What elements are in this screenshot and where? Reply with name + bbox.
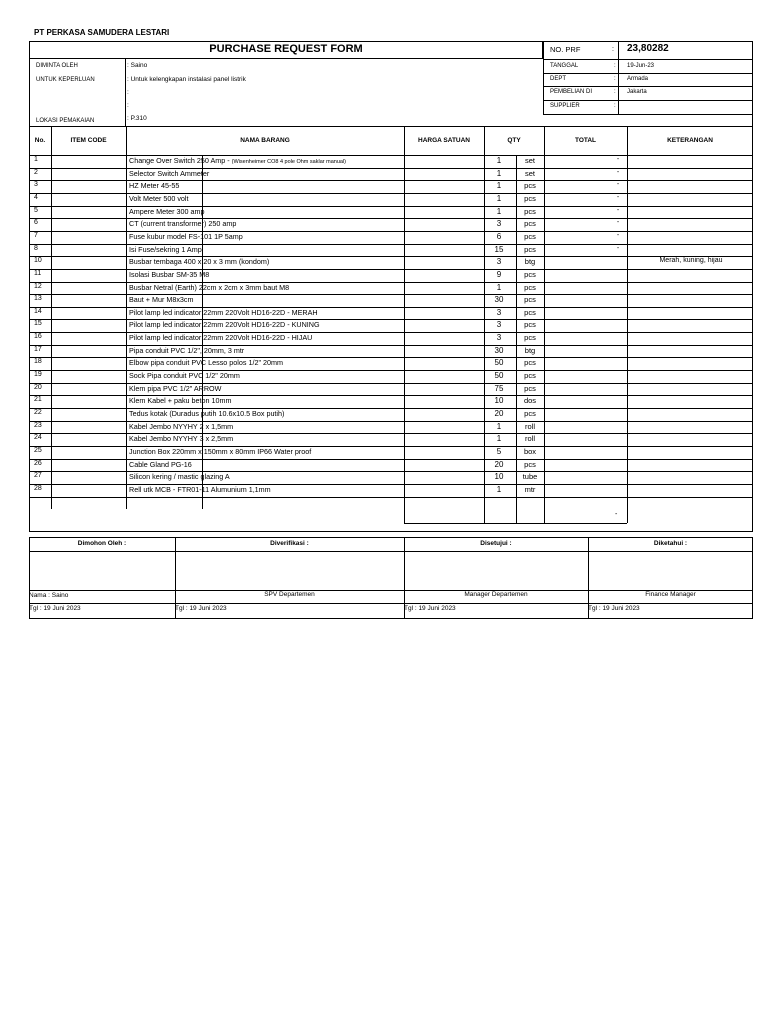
item-no: 17 (34, 345, 42, 353)
item-name-text: Cable Gland PG-16 (129, 459, 192, 469)
item-no: 22 (34, 409, 42, 416)
item-total: - (616, 206, 620, 214)
grand-total: - (615, 511, 618, 518)
item-total: - (616, 219, 620, 227)
item-name (129, 245, 202, 254)
dept-label: DEPT (550, 76, 567, 82)
item-name (129, 320, 320, 329)
item-qty: 3 (496, 257, 502, 267)
item-no: 28 (34, 484, 42, 492)
item-qty: 1 (496, 421, 502, 431)
item-unit: pcs (524, 333, 536, 343)
colon: : (614, 76, 616, 82)
item-unit: box (523, 446, 537, 456)
item-name (129, 358, 283, 367)
item-total: - (616, 193, 620, 201)
date-disetujui: Tgl : 19 Juni 2023 (404, 605, 456, 612)
item-unit: pcs (524, 409, 536, 418)
item-name-text: Sock Pipa conduit PVC 1/2" 20mm (129, 371, 240, 381)
item-unit: pcs (524, 459, 536, 469)
no-prf-label: NO. PRF (550, 45, 581, 54)
item-name (129, 371, 240, 380)
item-no: 5 (34, 206, 38, 214)
item-no: 25 (34, 446, 42, 454)
item-name (129, 181, 179, 190)
keperluan-label: UNTUK KEPERLUAN (36, 77, 95, 83)
lokasi-value: : P.310 (127, 115, 147, 122)
diminta-label: DIMINTA OLEH (36, 63, 78, 69)
item-qty: 1 (496, 181, 502, 191)
tanggal-label: TANGGAL (550, 63, 579, 69)
item-name (129, 472, 230, 481)
item-no: 19 (34, 371, 42, 379)
dimohon-label: Dimohon Oleh : (77, 540, 127, 547)
item-no: 6 (34, 219, 38, 227)
item-unit: dos (523, 396, 537, 406)
item-no: 20 (34, 383, 42, 391)
item-no: 15 (34, 320, 42, 328)
item-no: 23 (34, 421, 42, 429)
col-qty: QTY (507, 137, 521, 144)
item-name-text: Junction Box 220mm x 150mm x 80mm IP66 Water proof (129, 446, 312, 456)
item-unit: pcs (524, 307, 536, 317)
company-name: PT PERKASA SAMUDERA LESTARI (34, 28, 170, 37)
item-name-text: Ampere Meter 300 amp (129, 206, 205, 216)
disetujui-label: Disetujui : (480, 540, 512, 547)
item-name-text: Isi Fuse/sekring 1 Amp (129, 244, 202, 254)
item-name (129, 194, 189, 203)
item-qty: 3 (496, 320, 502, 330)
item-qty: 3 (496, 219, 502, 229)
item-name (129, 384, 221, 393)
row-divider (29, 497, 753, 498)
item-name (129, 308, 318, 317)
item-no: 3 (34, 181, 38, 189)
item-unit: pcs (524, 206, 536, 216)
item-name-text: Silicon kering / mastic glazing A (129, 472, 230, 482)
date-diketahui: Tgl : 19 Juni 2023 (588, 605, 640, 612)
item-name (129, 434, 233, 443)
item-unit: mtr (524, 484, 536, 494)
no-prf-value: 23,80282 (627, 43, 669, 54)
colon: : (614, 89, 616, 95)
item-no: 14 (34, 307, 42, 315)
item-no: 4 (34, 193, 38, 201)
item-qty: 30 (494, 345, 504, 355)
item-qty: 30 (494, 295, 504, 305)
item-no: 27 (34, 472, 42, 480)
item-name-text: Pilot lamp led indicator 22mm 220Volt HD16-22D - HIJAU (129, 333, 313, 343)
item-name-text: Baut + Mur M8x3cm (129, 295, 194, 305)
item-name (129, 219, 236, 228)
item-name-text: Busbar tembaga 400 x 20 x 3 mm (kondom) (129, 257, 270, 267)
col-total: TOTAL (574, 137, 597, 144)
colon: : (127, 89, 129, 96)
item-name (129, 257, 269, 266)
item-qty: 20 (494, 459, 504, 469)
item-no: 13 (34, 295, 42, 303)
col-nama-barang: NAMA BARANG (240, 137, 290, 144)
disetujui-role: Manager Departemen (464, 591, 528, 598)
item-qty: 15 (494, 244, 504, 254)
item-unit: pcs (524, 358, 536, 368)
item-qty: 1 (496, 206, 502, 216)
diverifikasi-label: Diverifikasi : (270, 540, 309, 547)
item-no: 12 (34, 282, 42, 290)
item-no: 2 (34, 168, 38, 176)
item-name-text: Pilot lamp led indicator 22mm 220Volt HD16-22D - MERAH (129, 307, 318, 317)
item-unit: set (524, 156, 535, 165)
item-name-text: Selector Switch Ammeter (129, 168, 210, 178)
diminta-value: : Saino (127, 62, 148, 69)
item-name-text: Elbow pipa conduit PVC Lesso polos 1/2" 20mm (129, 358, 283, 368)
colon: : (612, 46, 614, 53)
item-qty: 3 (496, 333, 502, 343)
item-qty: 1 (496, 168, 502, 178)
item-total: - (616, 231, 620, 239)
item-qty: 3 (496, 307, 502, 317)
item-name-text: Busbar Netral (Earth) 22cm x 2cm x 3mm baut M8 (129, 282, 290, 292)
form-title: PURCHASE REQUEST FORM (209, 43, 363, 55)
item-no: 24 (34, 434, 42, 442)
item-unit: pcs (524, 269, 536, 279)
item-name (129, 485, 271, 494)
col-keterangan: KETERANGAN (667, 137, 713, 144)
item-unit: btg (524, 257, 536, 267)
item-qty: 20 (494, 409, 504, 418)
item-name (129, 295, 194, 304)
item-unit: pcs (524, 383, 536, 393)
item-name (129, 333, 312, 342)
item-unit: pcs (524, 320, 536, 330)
col-harga-satuan: HARGA SATUAN (418, 137, 470, 144)
item-total: - (616, 156, 620, 163)
item-name-text: Change Over Switch 250 Amp - (129, 156, 232, 165)
item-name (129, 156, 346, 165)
item-name (129, 447, 311, 456)
item-qty: 75 (494, 383, 504, 393)
item-total: - (616, 181, 620, 189)
item-no: 16 (34, 333, 42, 341)
item-no: 11 (34, 269, 42, 277)
diketahui-role: Finance Manager (645, 591, 696, 598)
item-name-text: Kabel Jembo NYYHY 2 x 1,5mm (129, 421, 234, 431)
item-total: - (616, 244, 620, 252)
item-name-text: Klem Kabel + paku beton 10mm (129, 396, 232, 406)
item-name-text: Fuse kubur model FS-101 1P 5amp (129, 231, 243, 241)
item-no: 26 (34, 459, 42, 467)
item-unit: pcs (524, 244, 536, 254)
date-diverifikasi: Tgl : 19 Juni 2023 (175, 605, 227, 612)
item-name (129, 169, 209, 178)
item-name-text: HZ Meter 45-55 (129, 181, 180, 191)
diketahui-label: Diketahui : (653, 540, 688, 547)
item-no: 21 (34, 396, 42, 404)
item-qty: 1 (496, 282, 502, 292)
item-name-text: Pilot lamp led indicator 22mm 220Volt HD16-22D - KUNING (129, 320, 320, 330)
item-name-text: Rell utk MCB - FTR01-11 Alumunium 1,1mm (129, 484, 271, 494)
item-note: (Wisenheimer CO8 4 pole Ohm saklar manual) (231, 159, 346, 165)
item-qty: 1 (496, 156, 502, 165)
item-unit: pcs (524, 181, 536, 191)
item-unit: pcs (524, 193, 536, 203)
item-unit: roll (524, 421, 535, 431)
item-qty: 10 (494, 396, 504, 406)
item-name (129, 460, 192, 469)
colon: : (614, 103, 616, 109)
item-name (129, 422, 233, 431)
item-unit: pcs (524, 282, 536, 292)
item-qty: 50 (494, 371, 504, 381)
date-dimohon: Tgl : 19 Juni 2023 (29, 605, 81, 612)
item-name (129, 409, 284, 418)
item-no: 8 (34, 244, 38, 252)
item-unit: btg (524, 345, 536, 355)
item-no: 1 (34, 156, 38, 163)
signature-block (29, 537, 753, 619)
item-name (129, 270, 209, 279)
pembelian-value: Jakarta (627, 89, 647, 95)
item-qty: 6 (496, 231, 502, 241)
col-no: No. (34, 137, 46, 144)
item-unit: set (524, 168, 535, 178)
dept-value: Armada (627, 76, 649, 82)
supplier-label: SUPPLIER (550, 103, 580, 109)
item-qty: 1 (496, 434, 502, 444)
item-name (129, 232, 243, 241)
item-name (129, 283, 289, 292)
item-unit: pcs (524, 295, 536, 305)
item-name-text: Klem pipa PVC 1/2" ARROW (129, 383, 222, 393)
item-no: 7 (34, 231, 38, 239)
item-qty: 5 (496, 446, 502, 456)
colon: : (614, 63, 616, 69)
dimohon-name: Nama : Saino (29, 592, 69, 599)
item-name (129, 207, 205, 216)
item-name-text: Kabel Jembo NYYHY 3 x 2,5mm (129, 434, 234, 444)
item-name (129, 396, 231, 405)
item-total: - (616, 168, 620, 176)
item-qty: 1 (496, 193, 502, 203)
item-qty: 1 (496, 484, 502, 494)
item-unit: pcs (524, 371, 536, 381)
item-no: 10 (34, 257, 42, 265)
item-unit: pcs (524, 219, 536, 229)
item-name-text: CT (current transformer) 250 amp (129, 219, 237, 229)
item-qty: 9 (496, 269, 502, 279)
lokasi-label: LOKASI PEMAKAIAN (36, 118, 95, 124)
keperluan-value: : Untuk kelengkapan instalasi panel listrik (127, 76, 246, 83)
item-unit: tube (522, 472, 538, 482)
item-no: 18 (34, 358, 42, 366)
item-name-text: Volt Meter 500 volt (129, 193, 189, 203)
item-name-text: Pipa conduit PVC 1/2", 20mm, 3 mtr (129, 345, 245, 355)
diverifikasi-role: SPV Departemen (264, 591, 315, 598)
item-unit: pcs (524, 231, 536, 241)
item-keterangan: Merah, kuning, hijau (659, 257, 723, 265)
item-unit: roll (524, 434, 535, 444)
pembelian-label: PEMBELIAN DI (550, 89, 593, 95)
item-name-text: Tedus kotak (Duradus putih 10.6x10.5 Box putih) (129, 409, 285, 418)
item-name (129, 346, 244, 355)
item-qty: 10 (494, 472, 504, 482)
tanggal-value: 19-Jun-23 (627, 63, 655, 69)
col-item-code: ITEM CODE (70, 137, 107, 144)
item-name-text: Isolasi Busbar SM-35 M8 (129, 269, 210, 279)
colon: : (127, 102, 129, 109)
item-qty: 50 (494, 358, 504, 368)
